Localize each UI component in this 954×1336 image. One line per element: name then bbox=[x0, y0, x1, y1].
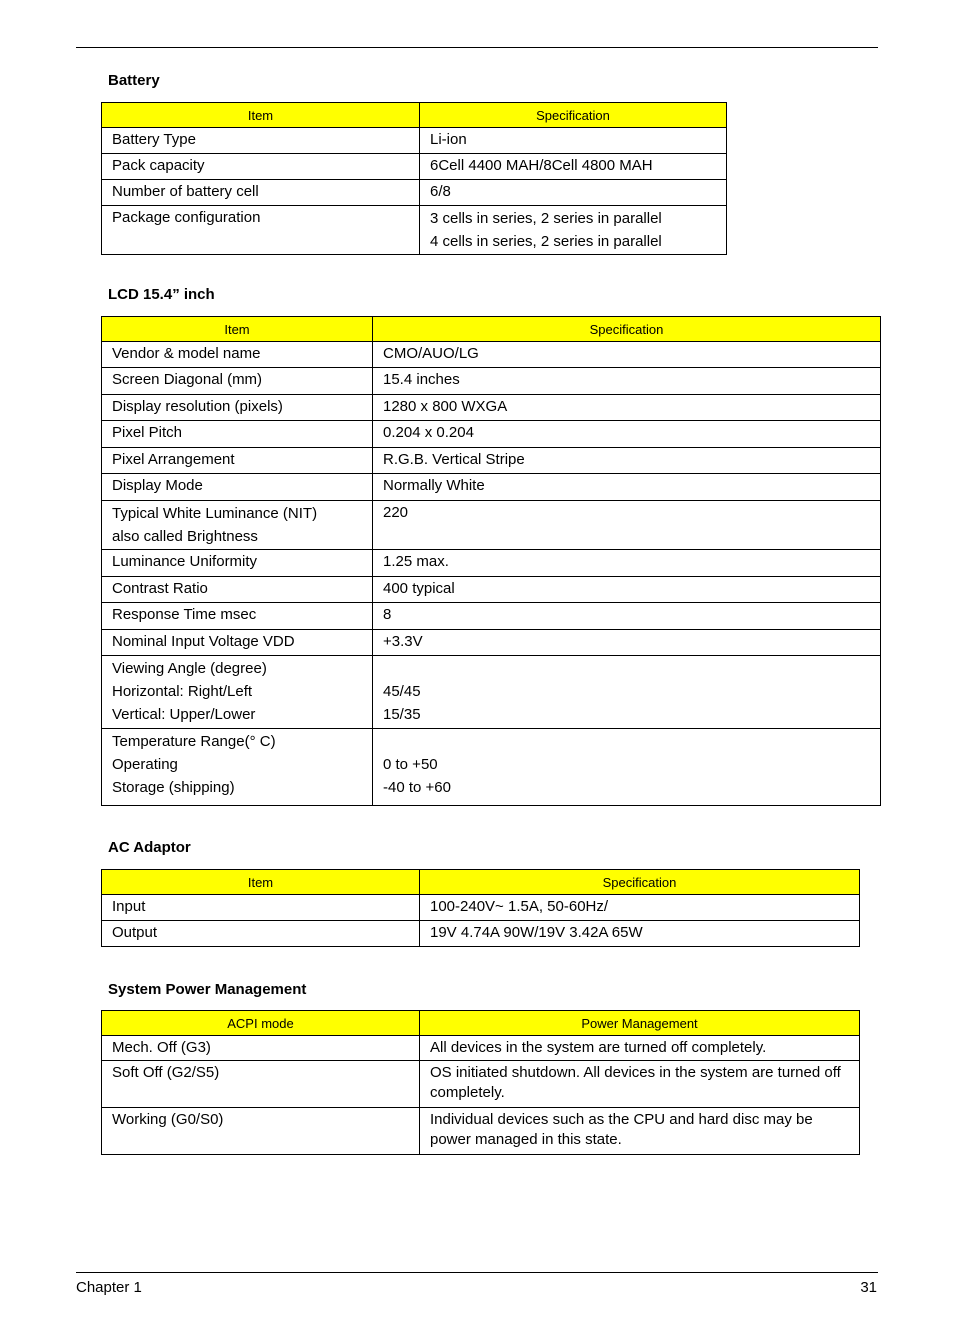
table-cell-value bbox=[373, 474, 881, 501]
cell-text: 1.25 max. bbox=[383, 553, 449, 570]
column-header-specification: Specification bbox=[420, 103, 727, 128]
table-row bbox=[102, 1108, 860, 1155]
cell-text: R.G.B. Vertical Stripe bbox=[383, 451, 525, 468]
table-cell-item bbox=[102, 895, 420, 921]
table-cell-value bbox=[420, 206, 727, 255]
table-row bbox=[102, 474, 881, 501]
cell-text: Mech. Off (G3) bbox=[112, 1039, 211, 1056]
footer-chapter: Chapter 1 bbox=[76, 1279, 142, 1296]
table-cell-value bbox=[373, 656, 881, 729]
cell-text: Input bbox=[112, 898, 146, 915]
cell-text: 15/35 bbox=[383, 706, 421, 723]
cell-text: Luminance Uniformity bbox=[112, 553, 258, 570]
table-cell-item bbox=[102, 474, 373, 501]
table-row bbox=[102, 448, 881, 474]
table-cell-item bbox=[102, 180, 420, 206]
cell-text: Response Time msec bbox=[112, 606, 257, 623]
cell-text: Temperature Range(° C) bbox=[112, 733, 276, 750]
table-cell-value bbox=[373, 729, 881, 806]
table-cell-value bbox=[373, 603, 881, 630]
table-cell-item bbox=[102, 128, 420, 154]
table-cell-item bbox=[102, 603, 373, 630]
table-cell-item bbox=[102, 206, 420, 255]
table-row bbox=[102, 180, 727, 206]
table-cell-item bbox=[102, 921, 420, 947]
table-row bbox=[102, 656, 881, 729]
table-row bbox=[102, 603, 881, 630]
table-cell-value bbox=[420, 128, 727, 154]
ac-adaptor-table bbox=[101, 869, 860, 947]
cell-text: Vendor & model name bbox=[112, 345, 261, 362]
cell-text: -40 to +60 bbox=[383, 779, 451, 796]
power-management-table bbox=[101, 1010, 860, 1155]
cell-text: Soft Off (G2/S5) bbox=[112, 1064, 220, 1081]
column-header-item: Item bbox=[102, 317, 373, 342]
cell-text: Typical White Luminance (NIT) bbox=[112, 505, 318, 522]
cell-text: 6/8 bbox=[430, 183, 451, 200]
cell-text: 100-240V~ 1.5A, 50-60Hz/ bbox=[430, 898, 609, 915]
table-row bbox=[102, 154, 727, 180]
cell-text: 220 bbox=[383, 504, 409, 521]
top-rule bbox=[76, 47, 878, 48]
table-row bbox=[102, 577, 881, 603]
table-cell-item bbox=[102, 1036, 420, 1061]
lcd-table bbox=[101, 316, 881, 806]
cell-text: Operating bbox=[112, 756, 178, 773]
cell-text: Viewing Angle (degree) bbox=[112, 660, 267, 677]
table-cell-value bbox=[373, 368, 881, 395]
table-cell-value bbox=[373, 395, 881, 421]
battery-table bbox=[101, 102, 727, 255]
cell-text: 8 bbox=[383, 606, 392, 623]
table-cell-value bbox=[373, 630, 881, 656]
table-cell-value bbox=[420, 180, 727, 206]
cell-text: Pixel Pitch bbox=[112, 424, 183, 441]
table-row bbox=[102, 550, 881, 577]
table-cell-value bbox=[373, 577, 881, 603]
table-cell-value bbox=[373, 342, 881, 368]
table-cell-value bbox=[420, 1061, 860, 1108]
column-header-specification: Specification bbox=[373, 317, 881, 342]
cell-text: Working (G0/S0) bbox=[112, 1111, 224, 1128]
cell-text: Pixel Arrangement bbox=[112, 451, 235, 468]
cell-text: Contrast Ratio bbox=[112, 580, 208, 597]
cell-text: Battery Type bbox=[112, 131, 196, 148]
cell-text: Pack capacity bbox=[112, 157, 205, 174]
table-cell-item bbox=[102, 630, 373, 656]
cell-text: 1280 x 800 WXGA bbox=[383, 398, 508, 415]
table-row bbox=[102, 630, 881, 656]
cell-text: OS initiated shutdown. All devices in the system are turned off completely. bbox=[430, 1064, 841, 1101]
table-cell-item bbox=[102, 368, 373, 395]
table-cell-value bbox=[420, 895, 860, 921]
cell-text: Horizontal: Right/Left bbox=[112, 683, 253, 700]
column-header-acpi-mode: ACPI mode bbox=[102, 1011, 420, 1036]
lcd-title: LCD 15.4” inch bbox=[108, 286, 215, 303]
cell-text: CMO/AUO/LG bbox=[383, 345, 479, 362]
cell-text: Li-ion bbox=[430, 131, 467, 148]
ac-adaptor-title: AC Adaptor bbox=[108, 839, 191, 856]
table-cell-item bbox=[102, 154, 420, 180]
column-header-power-management: Power Management bbox=[420, 1011, 860, 1036]
table-row bbox=[102, 1061, 860, 1108]
table-cell-item bbox=[102, 1108, 420, 1155]
table-header-row bbox=[102, 870, 860, 895]
table-cell-value bbox=[373, 421, 881, 448]
table-row bbox=[102, 1036, 860, 1061]
column-header-item: Item bbox=[102, 870, 420, 895]
table-row bbox=[102, 501, 881, 550]
table-row bbox=[102, 421, 881, 448]
cell-text: 45/45 bbox=[383, 683, 421, 700]
table-cell-item bbox=[102, 395, 373, 421]
footer-rule bbox=[76, 1272, 878, 1273]
cell-text: Display Mode bbox=[112, 477, 203, 494]
table-header-row bbox=[102, 317, 881, 342]
table-cell-item bbox=[102, 729, 373, 806]
table-row bbox=[102, 395, 881, 421]
table-cell-item bbox=[102, 1061, 420, 1108]
cell-text: Number of battery cell bbox=[112, 183, 259, 200]
cell-text: 0.204 x 0.204 bbox=[383, 424, 474, 441]
cell-text: Storage (shipping) bbox=[112, 779, 235, 796]
table-header-row bbox=[102, 1011, 860, 1036]
cell-text: Display resolution (pixels) bbox=[112, 398, 283, 415]
table-cell-value bbox=[373, 550, 881, 577]
table-row bbox=[102, 895, 860, 921]
table-row bbox=[102, 206, 727, 255]
column-header-specification: Specification bbox=[420, 870, 860, 895]
cell-text: Normally White bbox=[383, 477, 485, 494]
cell-text: Package configuration bbox=[112, 209, 261, 226]
table-cell-value bbox=[373, 448, 881, 474]
cell-text: Output bbox=[112, 924, 158, 941]
table-row bbox=[102, 368, 881, 395]
table-cell-item bbox=[102, 342, 373, 368]
cell-text: 4 cells in series, 2 series in parallel bbox=[430, 233, 662, 250]
column-header-item: Item bbox=[102, 103, 420, 128]
cell-text: Individual devices such as the CPU and hard disc may be power managed in this state. bbox=[430, 1111, 813, 1148]
battery-title: Battery bbox=[108, 72, 160, 89]
cell-text: 15.4 inches bbox=[383, 371, 460, 388]
table-cell-item bbox=[102, 656, 373, 729]
table-cell-item bbox=[102, 550, 373, 577]
power-management-title: System Power Management bbox=[108, 981, 307, 998]
cell-text bbox=[383, 730, 870, 753]
table-cell-item bbox=[102, 501, 373, 550]
cell-text: 400 typical bbox=[383, 580, 455, 597]
table-cell-value bbox=[420, 1108, 860, 1155]
table-cell-value bbox=[420, 1036, 860, 1061]
table-cell-value bbox=[420, 921, 860, 947]
cell-text: Nominal Input Voltage VDD bbox=[112, 633, 295, 650]
table-row bbox=[102, 921, 860, 947]
cell-text: 6Cell 4400 MAH/8Cell 4800 MAH bbox=[430, 157, 653, 174]
cell-text: 19V 4.74A 90W/19V 3.42A 65W bbox=[430, 924, 643, 941]
table-cell-value bbox=[373, 501, 881, 550]
table-header-row bbox=[102, 103, 727, 128]
cell-text: 3 cells in series, 2 series in parallel bbox=[430, 210, 662, 227]
cell-text: +3.3V bbox=[383, 633, 423, 650]
cell-text: Screen Diagonal (mm) bbox=[112, 371, 263, 388]
cell-text: also called Brightness bbox=[112, 528, 258, 545]
table-cell-item bbox=[102, 577, 373, 603]
table-cell-item bbox=[102, 421, 373, 448]
cell-text: Vertical: Upper/Lower bbox=[112, 706, 256, 723]
table-cell-item bbox=[102, 448, 373, 474]
footer-page-number: 31 bbox=[860, 1279, 877, 1296]
cell-text: All devices in the system are turned off completely. bbox=[430, 1039, 767, 1056]
table-cell-value bbox=[420, 154, 727, 180]
table-row bbox=[102, 729, 881, 806]
table-row bbox=[102, 342, 881, 368]
cell-text bbox=[383, 657, 870, 680]
table-row bbox=[102, 128, 727, 154]
cell-text: 0 to +50 bbox=[383, 756, 438, 773]
